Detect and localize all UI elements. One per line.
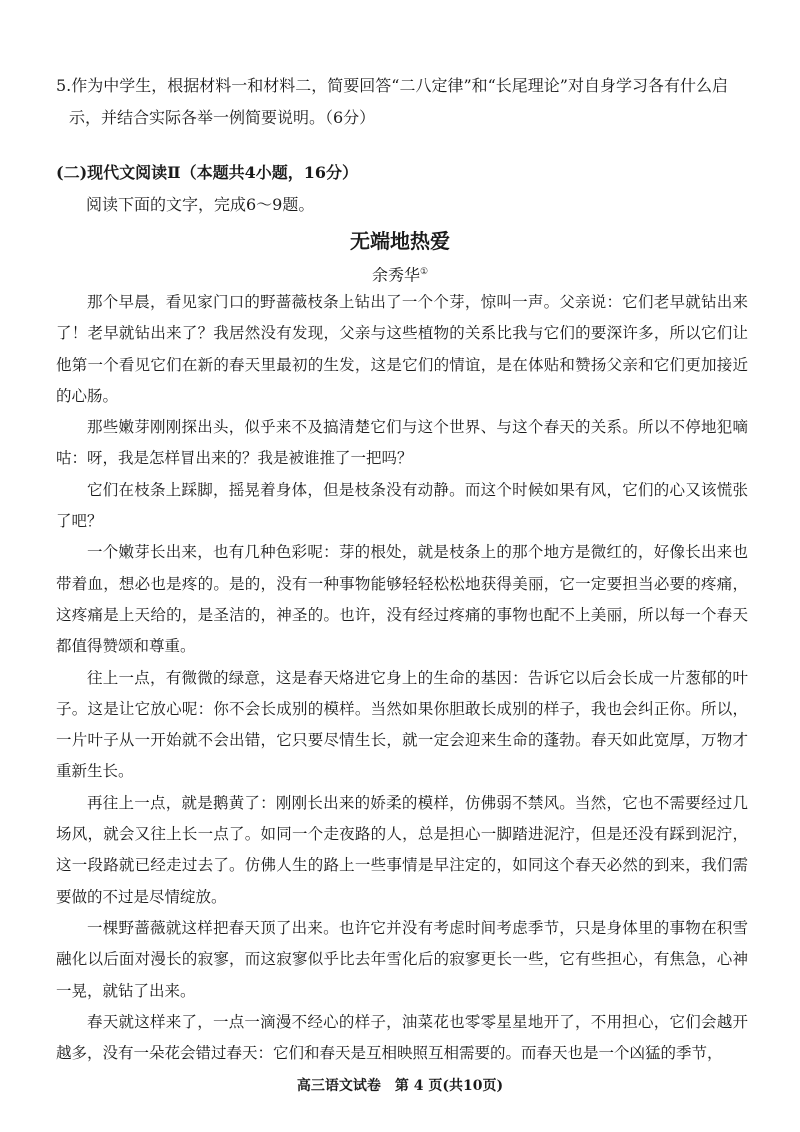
paragraph: 那些嫩芽刚刚探出头，似乎来不及搞清楚它们与这个世界、与这个春天的关系。所以不停地犯嘀咕：呀，我是怎样冒出来的？我是被谁推了一把吗？ bbox=[56, 418, 748, 468]
paragraph: 一个嫩芽长出来，也有几种色彩呢：芽的根处，就是枝条上的那个地方是微红的，好像长出来也带着血，想必也是疼的。是的，没有一种事物能够轻轻松松地获得美丽，它一定要担当必要的疼痛，这疼痛是上天给的，是圣洁的，神圣的。也许，没有经过疼痛的事物也配不上美丽，所以每一个春天都值得赞颂和尊重。 bbox=[56, 543, 748, 656]
article-author bbox=[0, 260, 800, 287]
question-5-line-1: 5.作为中学生，根据材料一和材料二，简要回答“二八定律”和“长尾理论”对自身学习各有什么启 bbox=[56, 76, 728, 95]
paragraph: 那个早晨，看见家门口的野蔷薇枝条上钻出了一个个芽，惊叫一声。父亲说：它们老早就钻出来了！老早就钻出来了？我居然没有发现，父亲与这些植物的关系比我与它们的要深许多，所以它们让他第一个看见它们在新的春天里最初的生发，这是它们的情谊，是在体贴和赞扬父亲和它们更加接近的心肠。 bbox=[56, 293, 748, 405]
author-footnote-mark: ① bbox=[419, 267, 429, 277]
question-5 bbox=[56, 70, 756, 134]
section-heading: (二)现代文阅读Ⅱ（本题共4小题，16分） bbox=[56, 163, 359, 182]
question-5-line-2: 示，并结合实际各举一例简要说明。（6分） bbox=[69, 108, 376, 127]
paragraph: 再往上一点，就是鹅黄了：刚刚长出来的娇柔的模样，仿佛弱不禁风。当然，它也不需要经过几场风，就会又往上长一点了。如同一个走夜路的人，总是担心一脚踏进泥泞，但是还没有踩到泥泞，这一段路就已经走过去了。仿佛人生的路上一些事情是早注定的，如同这个春天必然的到来，我们需要做的不过是尽情绽放。 bbox=[56, 793, 748, 906]
article-title: 无端地热爱 bbox=[350, 229, 450, 253]
page-footer: 高三语文试卷 第 4 页(共10页) bbox=[296, 1078, 504, 1094]
paragraph: 它们在枝条上踩脚，摇晃着身体，但是枝条没有动静。而这个时候如果有风，它们的心又该慌张了吧？ bbox=[56, 480, 748, 531]
paragraph: 往上一点，有微微的绿意，这是春天烙进它身上的生命的基因：告诉它以后会长成一片葱郁的叶子。这是让它放心呢：你不会长成别的模样。当然如果你胆敢长成别的样子，我也会纠正你。所以，一片叶子从一开始就不会出错，它只要尽情生长，就一定会迎来生命的蓬勃。春天如此宽厚，万物才重新生长。 bbox=[56, 668, 748, 781]
article-body bbox=[56, 287, 748, 1069]
paragraph: 一棵野蔷薇就这样把春天顶了出来。也许它并没有考虑时间考虑季节，只是身体里的事物在积雪融化以后面对漫长的寂寥，而这寂寥似乎比去年雪化后的寂寥更长一些，它有些担心，有焦急，心神一晃，就钻了出来。 bbox=[56, 918, 748, 1000]
author-name: 余秀华 bbox=[371, 265, 420, 285]
paragraph: 春天就这样来了，一点一滴漫不经心的样子，油菜花也零零星星地开了，不用担心，它们会越开越多，没有一朵花会错过春天：它们和春天是互相映照互相需要的。而春天也是一个凶猛的季节， bbox=[56, 1012, 748, 1063]
reading-instruction: 阅读下面的文字，完成6～9题。 bbox=[86, 195, 315, 214]
